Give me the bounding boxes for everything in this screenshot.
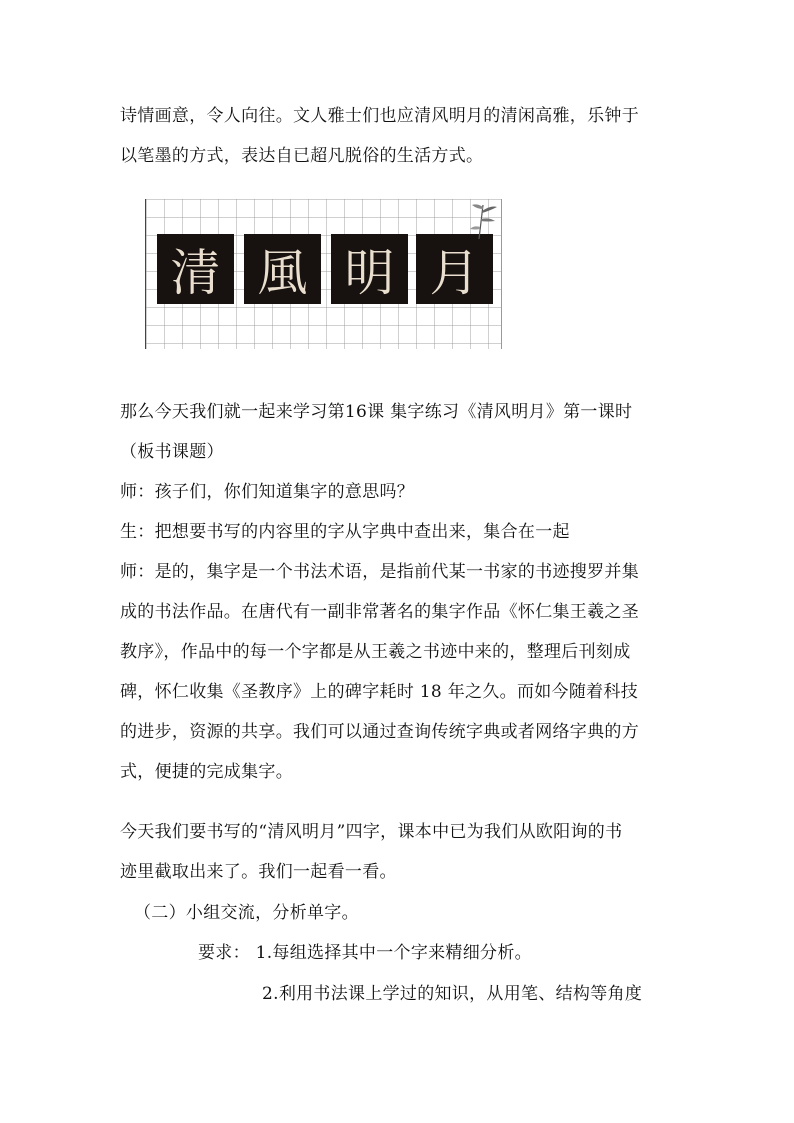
- calligraphy-char: 風: [244, 234, 321, 304]
- calligraphy-char: 清: [157, 234, 234, 304]
- requirement-item: 要求： 1.每组选择其中一个字来精细分析。: [198, 943, 532, 963]
- text-line: 师：是的，集字是一个书法术语，是指前代某一书家的书迹搜罗并集: [120, 562, 639, 582]
- text-line: 成的书法作品。在唐代有一副非常著名的集字作品《怀仁集王羲之圣: [120, 602, 639, 622]
- calligraphy-figure: [145, 199, 502, 349]
- section-heading: （二）小组交流，分析单字。: [134, 903, 359, 923]
- calligraphy-char: 明: [331, 234, 408, 304]
- text-line: 迹里截取出来了。我们一起看一看。: [120, 862, 397, 882]
- text-line: 教序》，作品中的每一个字都是从王羲之书迹中来的，整理后刊刻成: [120, 642, 631, 662]
- text-line: 生：把想要书写的内容里的字从字典中查出来，集合在一起: [120, 522, 570, 542]
- text-line: 那么今天我们就一起来学习第16课 集字练习《清风明月》第一课时: [120, 402, 633, 422]
- text-line: 式，便捷的完成集字。: [120, 762, 293, 782]
- text-line: 诗情画意，令人向往。文人雅士们也应清风明月的清闲高雅，乐钟于: [120, 106, 639, 126]
- text-line: 师：孩子们，你们知道集字的意思吗？: [120, 482, 415, 502]
- bamboo-icon: [469, 201, 499, 239]
- text-line: 碑，怀仁收集《圣教序》上的碑字耗时 18 年之久。而如今随着科技: [120, 682, 639, 702]
- requirement-item: 2.利用书法课上学过的知识，从用笔、结构等角度: [262, 984, 643, 1004]
- text-line: 今天我们要书写的“清风明月”四字，课本中已为我们从欧阳询的书: [120, 822, 623, 842]
- text-line: （板书课题）: [120, 442, 224, 462]
- text-line: 以笔墨的方式，表达自已超凡脱俗的生活方式。: [120, 146, 484, 166]
- calligraphy-char: 月: [416, 234, 493, 304]
- text-line: 的进步，资源的共享。我们可以通过查询传统字典或者网络字典的方: [120, 722, 639, 742]
